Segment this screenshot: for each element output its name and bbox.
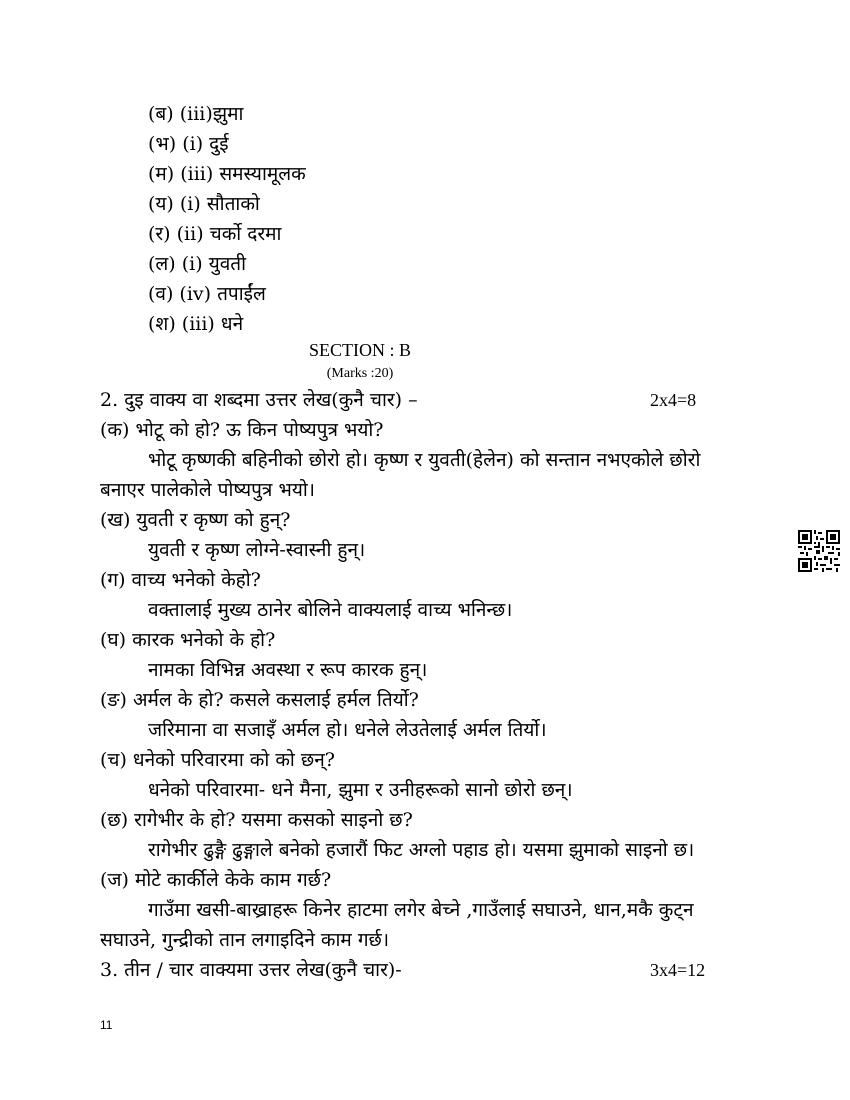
answer-text: रागेभीर ढुङ्गै ढुङ्गाले बनेको हजारौं फिट अग्लो पहाड हो। यसमा झुमाको साइनो छ।	[148, 839, 695, 861]
question-item: (छ) रागेभीर के हो? यसमा कसको साइनो छ?	[100, 809, 413, 831]
answer-text-continued: बनाएर पालेकोले पोष्यपुत्र भयो।	[100, 479, 315, 501]
answer-text: जरिमाना वा सजाइँ अर्मल हो। धनेले लेउतेलाई अर्मल तिर्यो।	[148, 719, 547, 741]
answer-option: (भ) (i) दुई	[148, 133, 229, 155]
question-item: (ङ) अर्मल के हो? कसले कसलाई हर्मल तिर्यो?	[100, 689, 419, 711]
question-3-marks: 3x4=12	[650, 960, 706, 980]
section-title: SECTION : B	[308, 340, 411, 360]
question-3-heading: 3. तीन / चार वाक्यमा उत्तर लेख(कुनै चार)-	[100, 959, 402, 981]
answer-text: वक्तालाई मुख्य ठानेर बोलिने वाक्यलाई वाच्य भनिन्छ।	[148, 599, 513, 621]
answer-text: गाउँमा खसी-बाख्राहरू किनेर हाटमा लगेर बेच्ने ,गाउँलाई सघाउने, धान,मकै कुट्न	[148, 899, 694, 921]
answer-option: (म) (iii) समस्यामूलक	[148, 163, 306, 185]
answer-text: भोटू कृष्णकी बहिनीको छोरो हो। कृष्ण र युवती(हेलेन) को सन्तान नभएकोले छोरो	[148, 449, 701, 471]
question-item: (ग) वाच्य भनेको केहो?	[100, 569, 261, 591]
answer-option: (श) (iii) धने	[148, 313, 244, 335]
question-item: (क) भोटू को हो? ऊ किन पोष्यपुत्र भयो?	[100, 419, 384, 441]
question-item: (घ) कारक भनेको के हो?	[100, 629, 276, 651]
answer-option: (व) (iv) तपाईंल	[148, 283, 266, 305]
section-marks: (Marks :20)	[326, 366, 394, 381]
answer-option: (ब) (iii)झुमा	[148, 103, 244, 125]
question-item: (ज) मोटे कार्कीले केके काम गर्छ?	[100, 869, 332, 891]
answer-text: नामका विभिन्न अवस्था र रूप कारक हुन्।	[148, 659, 428, 681]
answer-option: (य) (i) सौताको	[148, 193, 260, 215]
answer-option: (र) (ii) चर्को दरमा	[148, 223, 282, 245]
question-2-marks: 2x4=8	[650, 390, 697, 410]
qr-code-icon	[798, 530, 840, 572]
question-item: (ख) युवती र कृष्ण को हुन्?	[100, 509, 291, 531]
answer-text-continued: सघाउने, गुन्द्रीको तान लगाइदिने काम गर्छ।	[100, 929, 390, 951]
question-item: (च) धनेको परिवारमा को को छन्?	[100, 749, 335, 771]
page-number: 11	[100, 1018, 113, 1032]
answer-text: युवती र कृष्ण लोग्ने-स्वास्नी हुन्।	[148, 539, 366, 561]
question-2-heading: 2. दुइ वाक्य वा शब्दमा उत्तर लेख(कुनै चार) –	[100, 389, 418, 411]
answer-text: धनेको परिवारमा- धने मैना, झुमा र उनीहरूको सानो छोरो छन्।	[148, 779, 573, 801]
answer-option: (ल) (i) युवती	[148, 253, 247, 275]
